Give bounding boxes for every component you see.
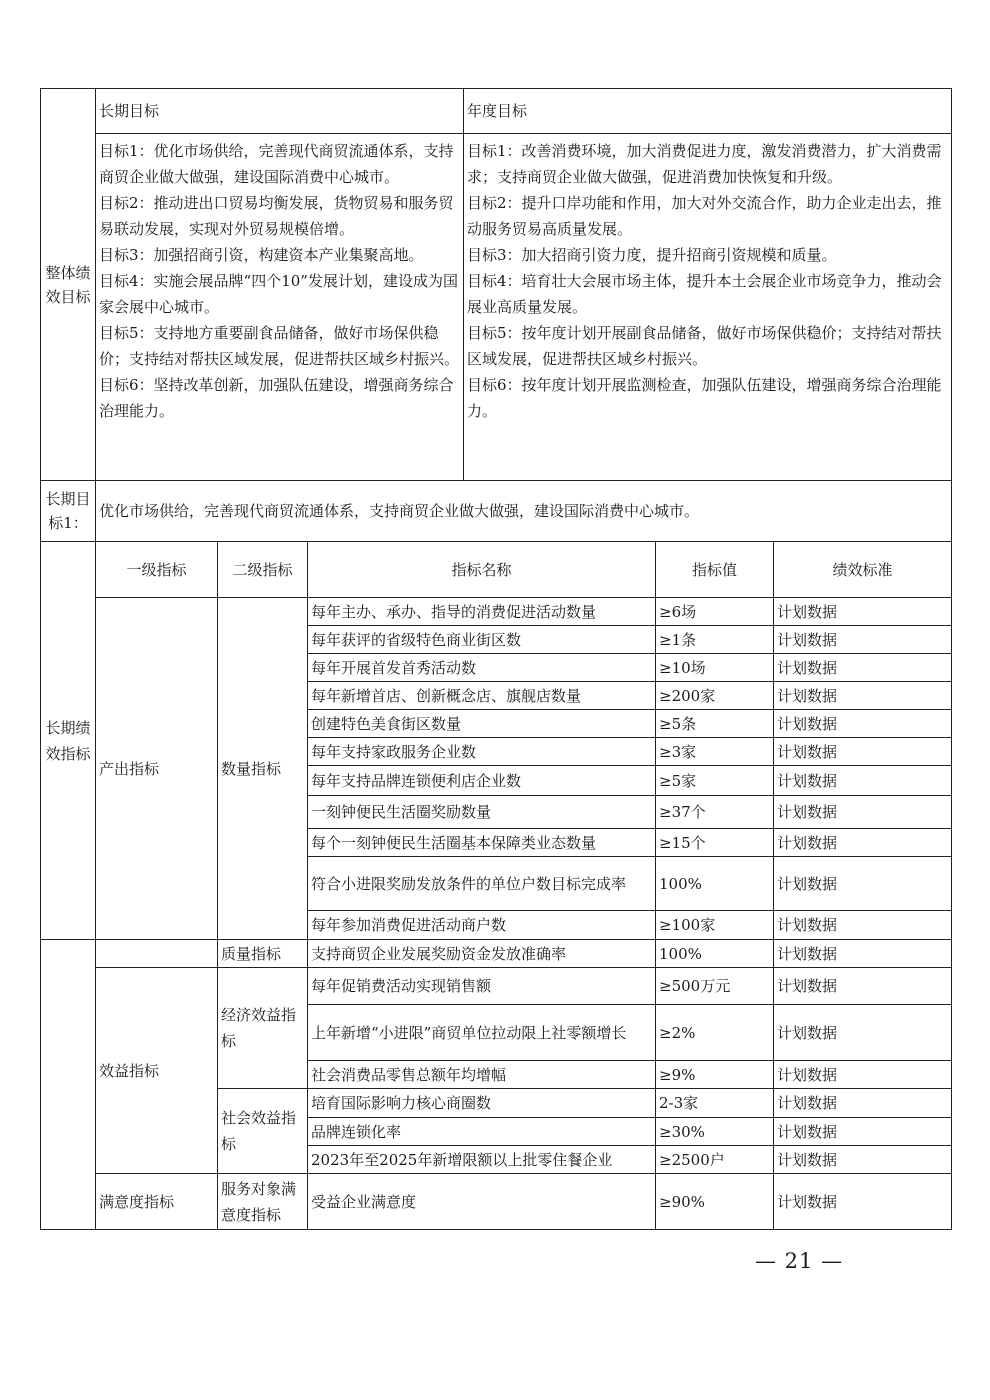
indicator-name: 2023年至2025年新增限额以上批零住餐企业	[308, 1146, 656, 1174]
indicator-value: ≥90%	[656, 1174, 774, 1230]
table-row	[41, 598, 952, 626]
indicator-value: ≥100家	[656, 911, 774, 940]
indicator-standard: 计划数据	[774, 626, 952, 654]
indicator-value: ≥30%	[656, 1118, 774, 1146]
overall-goals-table	[40, 88, 952, 542]
service-satisfaction-label: 服务对象满意度指标	[218, 1174, 308, 1230]
indicator-name: 每年促销费活动实现销售额	[308, 968, 656, 1005]
header-indicator-name: 指标名称	[308, 542, 656, 598]
indicator-name: 每年主办、承办、指导的消费促进活动数量	[308, 598, 656, 626]
long-term-goals-header: 长期目标	[96, 89, 464, 134]
long-term-indicators-label: 长期绩效指标	[41, 542, 96, 940]
long-term-goal-1: 目标1：优化市场供给，完善现代商贸流通体系，支持商贸企业做大做强，建设国际消费中心城市。	[99, 142, 454, 186]
indicator-standard: 计划数据	[774, 1174, 952, 1230]
indicator-value: ≥5家	[656, 766, 774, 796]
indicator-standard: 计划数据	[774, 829, 952, 857]
annual-goal-1: 目标1：改善消费环境，加大消费促进力度，激发消费潜力，扩大消费需求；支持商贸企业做大做强，促进消费加快恢复和升级。	[467, 142, 942, 186]
indicator-name: 每年参加消费促进活动商户数	[308, 911, 656, 940]
indicator-name: 符合小进限奖励发放条件的单位户数目标完成率	[308, 857, 656, 911]
indicator-value: ≥1条	[656, 626, 774, 654]
long-term-goal-6: 目标6：坚持改革创新，加强队伍建设，增强商务综合治理能力。	[99, 376, 454, 420]
indicator-value: ≥37个	[656, 796, 774, 829]
indicator-value: ≥500万元	[656, 968, 774, 1005]
indicator-value: ≥2%	[656, 1005, 774, 1061]
header-level1: 一级指标	[96, 542, 218, 598]
indicator-name: 一刻钟便民生活圈奖励数量	[308, 796, 656, 829]
economic-benefit-label: 经济效益指标	[218, 968, 308, 1089]
table-row	[41, 968, 952, 1005]
indicator-standard: 计划数据	[774, 1118, 952, 1146]
level1-empty	[96, 940, 218, 968]
annual-goals-cell	[464, 134, 952, 481]
indicator-value: ≥15个	[656, 829, 774, 857]
indicator-name: 创建特色美食街区数量	[308, 710, 656, 738]
quantity-indicator-label: 数量指标	[218, 598, 308, 940]
indicator-standard: 计划数据	[774, 1061, 952, 1089]
table-row	[41, 1174, 952, 1230]
long-goal-1-text: 优化市场供给，完善现代商贸流通体系，支持商贸企业做大做强，建设国际消费中心城市。	[96, 481, 952, 542]
performance-indicators-table	[40, 541, 952, 1230]
indicator-standard: 计划数据	[774, 968, 952, 1005]
indicator-standard: 计划数据	[774, 911, 952, 940]
indicator-standard: 计划数据	[774, 940, 952, 968]
indicator-value: ≥3家	[656, 738, 774, 766]
annual-goal-2: 目标2：提升口岸功能和作用，加大对外交流合作，助力企业走出去，推动服务贸易高质量发展。	[467, 194, 942, 238]
indicator-value: 2-3家	[656, 1089, 774, 1118]
indicator-name: 受益企业满意度	[308, 1174, 656, 1230]
long-term-goal-3: 目标3：加强招商引资，构建资本产业集聚高地。	[99, 246, 424, 264]
benefit-indicator-label: 效益指标	[96, 968, 218, 1174]
indicator-name: 上年新增“小进限”商贸单位拉动限上社零额增长	[308, 1005, 656, 1061]
overall-goals-label: 整体绩效目标	[41, 89, 96, 481]
indicator-standard: 计划数据	[774, 738, 952, 766]
indicator-value: 100%	[656, 940, 774, 968]
annual-goal-6: 目标6：按年度计划开展监测检查，加强队伍建设，增强商务综合治理能力。	[467, 376, 942, 420]
annual-goals-header: 年度目标	[464, 89, 952, 134]
indicator-standard: 计划数据	[774, 1005, 952, 1061]
indicator-name: 每年获评的省级特色商业街区数	[308, 626, 656, 654]
indicator-standard: 计划数据	[774, 766, 952, 796]
output-indicator-label: 产出指标	[96, 598, 218, 940]
indicator-value: ≥200家	[656, 682, 774, 710]
annual-goal-3: 目标3：加大招商引资力度，提升招商引资规模和质量。	[467, 246, 837, 264]
indicator-standard: 计划数据	[774, 1146, 952, 1174]
indicator-name: 每年新增首店、创新概念店、旗舰店数量	[308, 682, 656, 710]
header-indicator-value: 指标值	[656, 542, 774, 598]
annual-goal-4: 目标4：培育壮大会展市场主体，提升本土会展企业市场竞争力，推动会展业高质量发展。	[467, 272, 942, 316]
header-level2: 二级指标	[218, 542, 308, 598]
quality-indicator-label: 质量指标	[218, 940, 308, 968]
indicator-value: ≥10场	[656, 654, 774, 682]
satisfaction-indicator-label: 满意度指标	[96, 1174, 218, 1230]
long-term-goal-5: 目标5：支持地方重要副食品储备，做好市场保供稳价；支持结对帮扶区域发展，促进帮扶区域乡村振兴。	[99, 324, 460, 368]
indicator-standard: 计划数据	[774, 682, 952, 710]
indicator-standard: 计划数据	[774, 710, 952, 738]
indicator-standard: 计划数据	[774, 796, 952, 829]
indicator-value: ≥2500户	[656, 1146, 774, 1174]
indicator-name: 培育国际影响力核心商圈数	[308, 1089, 656, 1118]
indicator-standard: 计划数据	[774, 654, 952, 682]
indicator-value: ≥5条	[656, 710, 774, 738]
page-number: — 21 —	[755, 1249, 844, 1273]
indicator-name: 每年开展首发首秀活动数	[308, 654, 656, 682]
long-term-goal-2: 目标2：推动进出口贸易均衡发展，货物贸易和服务贸易联动发展，实现对外贸易规模倍增。	[99, 194, 454, 238]
indicator-value: ≥6场	[656, 598, 774, 626]
indicator-name: 支持商贸企业发展奖励资金发放准确率	[308, 940, 656, 968]
indicator-value: 100%	[656, 857, 774, 911]
indicator-value: ≥9%	[656, 1061, 774, 1089]
long-term-goals-cell	[96, 134, 464, 481]
long-term-goal-4: 目标4：实施会展品牌“四个10”发展计划，建设成为国家会展中心城市。	[99, 272, 458, 316]
indicator-name: 每年支持品牌连锁便利店企业数	[308, 766, 656, 796]
indicator-name: 社会消费品零售总额年均增幅	[308, 1061, 656, 1089]
annual-goal-5: 目标5：按年度计划开展副食品储备，做好市场保供稳价；支持结对帮扶区域发展，促进帮扶区域乡村振兴。	[467, 324, 942, 368]
indicator-standard: 计划数据	[774, 598, 952, 626]
indicator-name: 品牌连锁化率	[308, 1118, 656, 1146]
indicator-name: 每个一刻钟便民生活圈基本保障类业态数量	[308, 829, 656, 857]
long-goal-1-label: 长期目标1：	[41, 481, 96, 542]
header-performance-standard: 绩效标准	[774, 542, 952, 598]
table-row	[41, 940, 952, 968]
social-benefit-label: 社会效益指标	[218, 1089, 308, 1174]
indicator-standard: 计划数据	[774, 857, 952, 911]
indicator-name: 每年支持家政服务企业数	[308, 738, 656, 766]
side-label-empty	[41, 940, 96, 1230]
indicator-standard: 计划数据	[774, 1089, 952, 1118]
